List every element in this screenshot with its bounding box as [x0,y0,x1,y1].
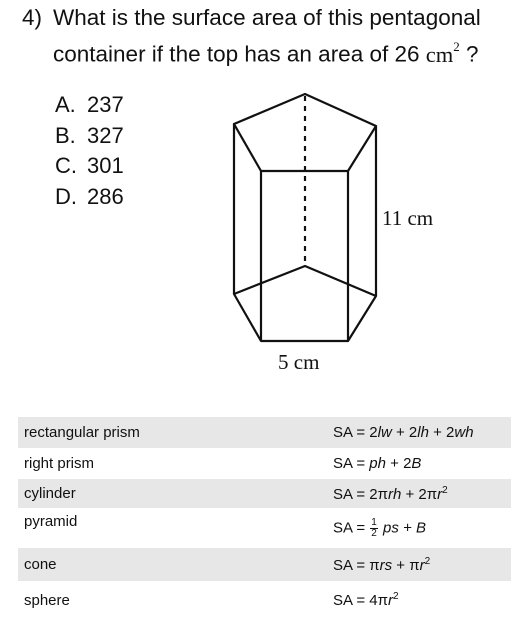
shape-name: cone [18,548,333,581]
formula: SA = $2\pi rh + 2\pi r^2$ [333,479,511,508]
choice-d[interactable]: D. 286 [55,183,124,209]
question-end: ? [466,41,479,67]
choice-a[interactable]: A. 237 [55,92,124,117]
choice-b[interactable]: B. 327 [55,122,124,148]
base-label: 5 cm [278,350,320,374]
table-row [18,508,511,548]
table-row [18,581,511,619]
formula: SA = 2lw + 2lh + 2wh [333,417,511,448]
choice-value: 237 [87,92,124,117]
height-label: 11 cm [382,206,434,230]
shape-name: sphere [24,591,70,609]
question-body: What is the surface area of this pentagonal container if the top has an area of 26 [53,5,481,67]
shape-name: cylinder [18,479,333,508]
choice-value: 286 [87,183,124,209]
shape-name: pyramid [24,513,78,530]
fraction: $\frac{1}{2}$ [371,516,377,539]
formula: SA = ph + 2B [333,455,422,472]
table-row [18,479,511,508]
table-row [18,417,511,448]
shape-name: rectangular prism [18,417,333,448]
table-row [18,448,511,479]
choice-value: 327 [87,122,124,148]
formula: SA = $\pi rs + \pi r^2$ [333,548,511,581]
question-unit: $cm^2$ [425,39,460,67]
choice-value: 301 [87,153,124,178]
question-number: 4) [22,5,43,30]
choice-c[interactable]: C. 301 [55,153,124,178]
formula: SA = $4\pi r^2$ [333,591,399,609]
shape-name: right prism [24,455,95,472]
formula-table [18,417,511,619]
unit-exponent: 2 [453,39,460,54]
table-row [18,548,511,581]
bottom-face [234,266,376,341]
formula: SA = $\frac{1}{2}$ ps + B [333,516,426,539]
